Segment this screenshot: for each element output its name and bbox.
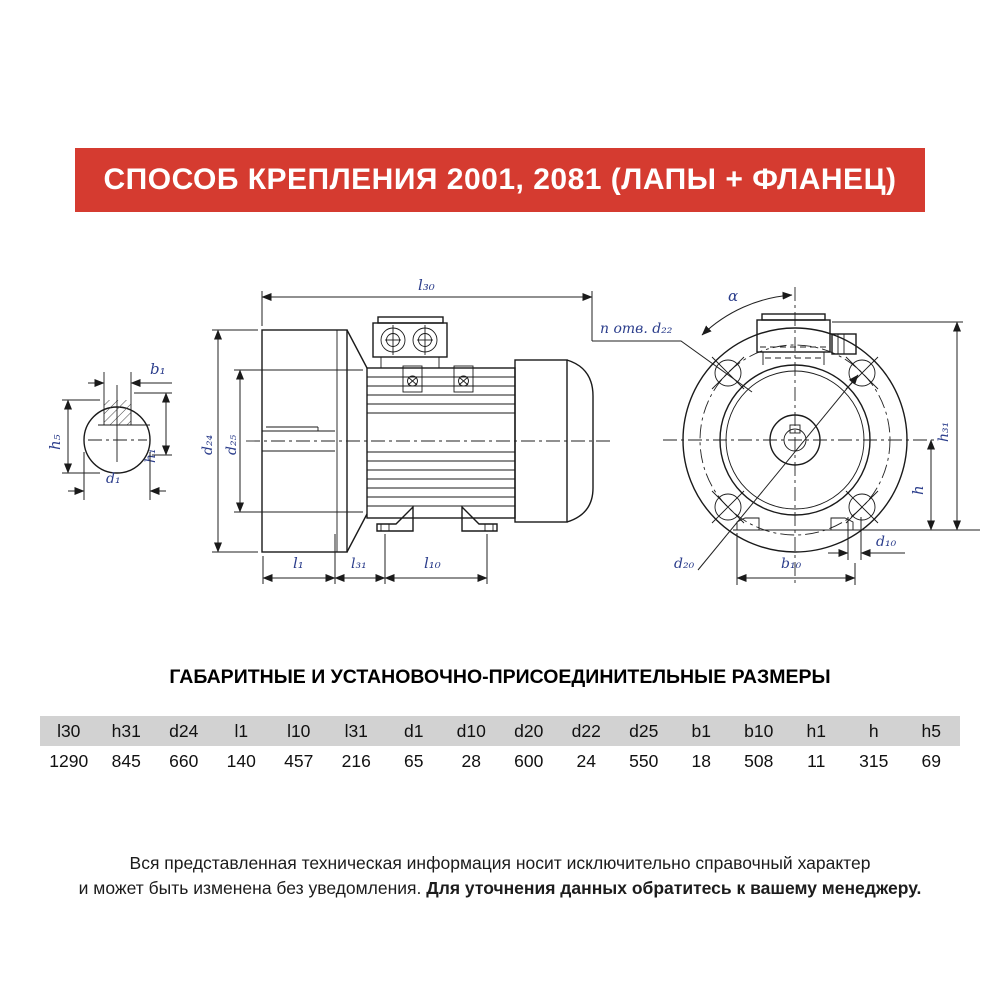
table-header-cell: l1 — [234, 720, 249, 741]
table-header-cell: d20 — [514, 720, 544, 741]
dim-label-d24: d₂₄ — [200, 434, 216, 455]
shaft-section-view — [46, 360, 172, 500]
table-value-cell: 28 — [461, 750, 481, 771]
table-value-cell: 69 — [921, 750, 941, 771]
table-header-row — [40, 716, 960, 746]
table-header-cell: d24 — [169, 720, 199, 741]
table-title: ГАБАРИТНЫЕ И УСТАНОВОЧНО-ПРИСОЕДИНИТЕЛЬНЫЕ РАЗМЕРЫ — [169, 666, 831, 688]
disclaimer-line1: Вся представленная техническая информация носит исключительно справочный характер — [129, 853, 871, 873]
table-values-row — [40, 746, 960, 776]
disclaimer-line2 — [0, 876, 1000, 901]
dimensions-table — [40, 716, 960, 776]
table-value-cell: 845 — [111, 750, 141, 771]
dim-label-h31: h₃₁ — [936, 421, 952, 442]
page-title: СПОСОБ КРЕПЛЕНИЯ 2001, 2081 (ЛАПЫ + ФЛАНЕЦ) — [103, 163, 897, 196]
table-header-cell: d22 — [571, 720, 601, 741]
table-header-cell: h5 — [921, 720, 941, 741]
dim-label-n-otv-d22: n отв. d₂₂ — [600, 321, 673, 337]
table-value-cell: 18 — [691, 750, 711, 771]
disclaimer-line2-regular: и может быть изменена без уведомления. — [78, 878, 427, 898]
table-header-cell: d1 — [404, 720, 424, 741]
table-value-cell: 600 — [514, 750, 544, 771]
table-value-cell: 660 — [169, 750, 199, 771]
table-value-cell: 24 — [576, 750, 596, 771]
table-value-cell: 315 — [859, 750, 889, 771]
dim-label-h: h — [909, 485, 927, 495]
table-header-cell: b1 — [691, 720, 711, 741]
dim-label-d20: d₂₀ — [674, 556, 695, 572]
dim-label-l10: l₁₀ — [424, 554, 441, 572]
table-value-cell: 508 — [744, 750, 774, 771]
table-header-cell: b10 — [744, 720, 774, 741]
dim-label-l31: l₃₁ — [351, 556, 367, 572]
dim-label-d1: d₁ — [106, 471, 121, 487]
table-header-cell: h1 — [806, 720, 826, 741]
dim-label-d10: d₁₀ — [876, 534, 897, 550]
dim-label-l1: l₁ — [293, 554, 304, 572]
table-value-cell: 457 — [284, 750, 314, 771]
dim-label-d25: d₂₅ — [224, 434, 240, 455]
motor-side-view — [200, 276, 612, 584]
disclaimer — [0, 851, 1000, 901]
dim-label-b10: b₁₀ — [781, 556, 802, 572]
cable-gland-icon — [381, 325, 437, 355]
dim-label-alpha: α — [728, 287, 739, 305]
technical-drawing — [0, 245, 1000, 635]
table-header-cell: d10 — [456, 720, 486, 741]
table-header-cell: l31 — [344, 720, 368, 741]
motor-drawing-svg — [0, 245, 1000, 635]
dim-label-h5: h₅ — [46, 434, 64, 450]
table-value-cell: 216 — [341, 750, 371, 771]
table-value-cell: 11 — [807, 750, 826, 771]
table-header-cell: h — [868, 720, 879, 741]
dim-label-l30: l₃₀ — [418, 276, 435, 294]
flange-front-view — [592, 287, 980, 585]
dim-label-b1: b₁ — [150, 360, 166, 378]
table-header-cell: h31 — [111, 720, 141, 741]
lifting-bolt-icon — [403, 366, 473, 392]
dim-label-h1: h₁ — [143, 448, 159, 463]
table-header-cell: l30 — [57, 720, 81, 741]
table-value-cell: 1290 — [49, 750, 89, 771]
title-banner — [75, 148, 925, 212]
table-value-cell: 140 — [226, 750, 256, 771]
table-value-cell: 65 — [404, 750, 424, 771]
disclaimer-line2-bold: Для уточнения данных обратитесь к вашему менеджеру. — [426, 878, 922, 898]
table-value-cell: 550 — [629, 750, 659, 771]
table-header-cell: l10 — [287, 720, 311, 741]
table-header-cell: d25 — [629, 720, 659, 741]
